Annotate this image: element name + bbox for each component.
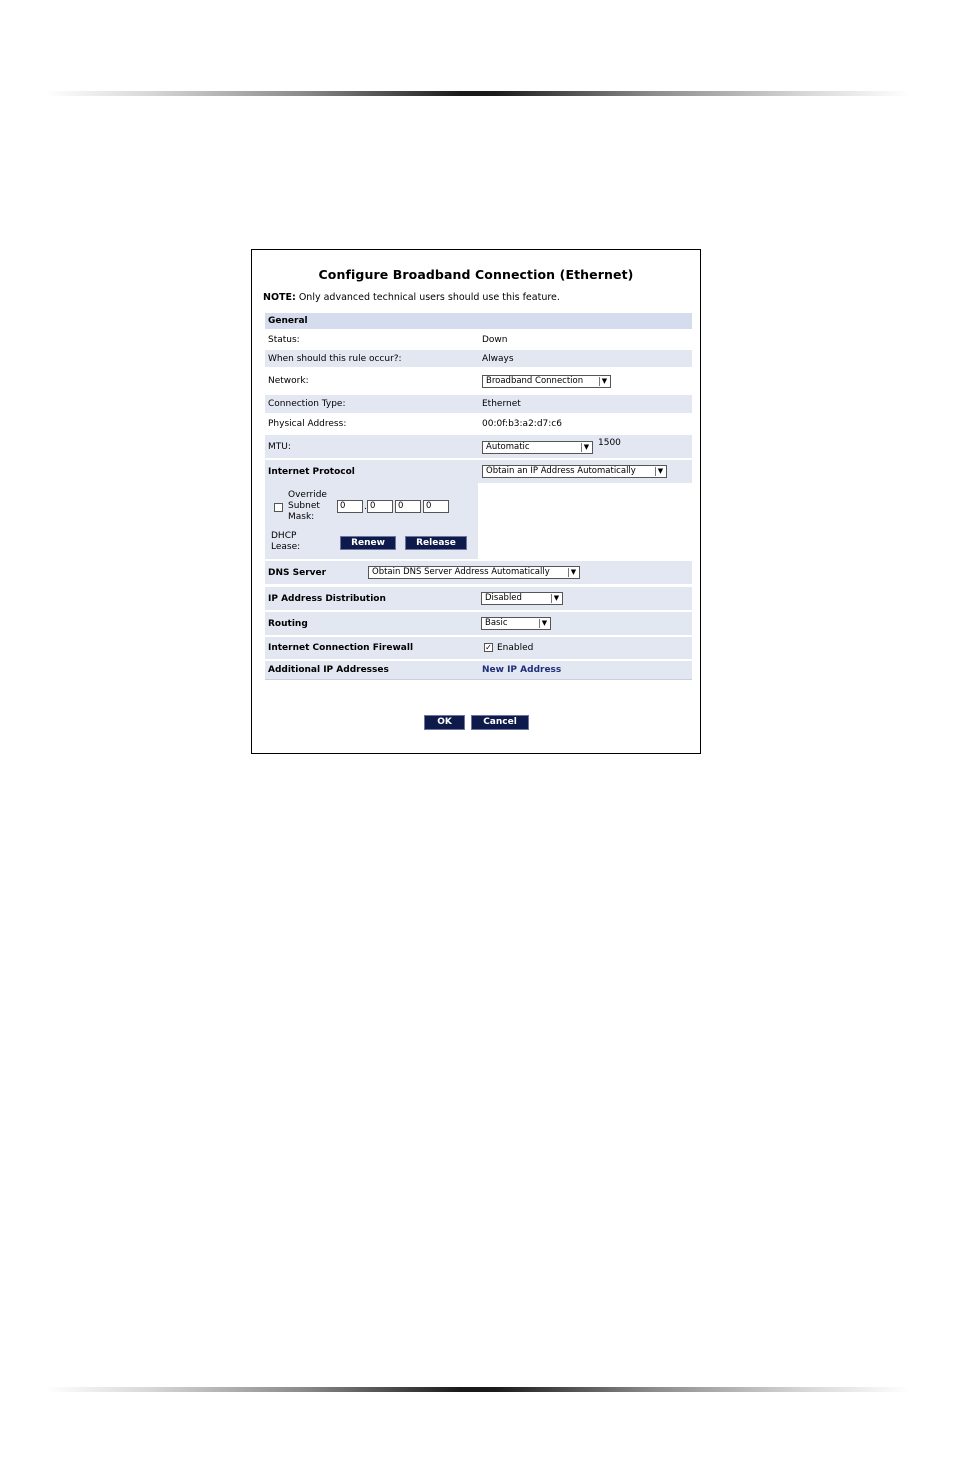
dns-server-select[interactable] bbox=[368, 566, 580, 579]
network-label: Network: bbox=[268, 376, 309, 386]
ok-button[interactable]: OK bbox=[424, 715, 465, 730]
override-subnet-label: Override Subnet Mask: bbox=[288, 490, 327, 522]
new-ip-address-link[interactable]: New IP Address bbox=[482, 665, 562, 675]
ip-distribution-label: IP Address Distribution bbox=[268, 593, 386, 604]
routing-select-value: Basic bbox=[485, 618, 508, 628]
mtu-row bbox=[265, 435, 692, 459]
firewall-label: Internet Connection Firewall bbox=[268, 643, 414, 653]
status-value: Down bbox=[482, 334, 508, 345]
note-label: NOTE: bbox=[263, 292, 296, 303]
general-heading: General bbox=[268, 316, 308, 326]
note-text bbox=[263, 292, 560, 303]
connection-type-label: Connection Type: bbox=[268, 399, 346, 409]
chevron-down-icon[interactable] bbox=[539, 619, 549, 628]
note-body: Only advanced technical users should use this feature. bbox=[295, 292, 560, 303]
mtu-select-value: Automatic bbox=[486, 442, 530, 452]
general-section-header bbox=[265, 313, 692, 330]
dialog-title: Configure Broadband Connection (Ethernet) bbox=[318, 267, 634, 282]
chevron-down-icon[interactable] bbox=[599, 377, 609, 386]
octet-separator: . bbox=[364, 502, 367, 512]
screenshot-frame bbox=[251, 249, 701, 754]
renew-button[interactable]: Renew bbox=[340, 536, 396, 550]
release-button[interactable]: Release bbox=[405, 536, 467, 550]
subnet-octet-4-input[interactable]: 0 bbox=[423, 500, 449, 513]
dns-server-row bbox=[265, 561, 692, 585]
header-rule bbox=[45, 91, 910, 96]
footer-rule bbox=[45, 1387, 910, 1392]
checkmark-icon: ✓ bbox=[485, 643, 492, 652]
additional-ip-row bbox=[265, 661, 692, 680]
chevron-down-icon[interactable] bbox=[568, 568, 578, 577]
mtu-select[interactable] bbox=[482, 441, 593, 454]
ip-distribution-row bbox=[265, 587, 692, 611]
subnet-octet-1-input[interactable]: 0 bbox=[337, 500, 363, 513]
schedule-value: Always bbox=[482, 353, 514, 364]
internet-protocol-select-value: Obtain an IP Address Automatically bbox=[486, 466, 636, 476]
additional-ip-label: Additional IP Addresses bbox=[268, 665, 389, 675]
chevron-down-icon[interactable] bbox=[581, 443, 591, 452]
subnet-octet-2-input[interactable]: 0 bbox=[367, 500, 393, 513]
dhcp-lease-label: DHCP Lease: bbox=[271, 531, 301, 552]
network-row bbox=[265, 369, 692, 394]
dns-server-label: DNS Server bbox=[268, 567, 327, 578]
override-subnet-checkbox[interactable] bbox=[274, 503, 283, 512]
ip-distribution-select[interactable] bbox=[481, 592, 563, 605]
firewall-checkbox[interactable] bbox=[484, 643, 493, 652]
network-select-value: Broadband Connection bbox=[486, 376, 584, 386]
physical-address-value: 00:0f:b3:a2:d7:c6 bbox=[482, 419, 562, 429]
schedule-row bbox=[265, 350, 692, 368]
internet-protocol-row bbox=[265, 460, 692, 483]
firewall-row bbox=[265, 637, 692, 660]
ip-distribution-select-value: Disabled bbox=[485, 593, 522, 603]
internet-protocol-label: Internet Protocol bbox=[268, 466, 355, 477]
connection-type-value: Ethernet bbox=[482, 399, 521, 409]
dns-server-select-value: Obtain DNS Server Address Automatically bbox=[372, 567, 550, 577]
subnet-octet-3-input[interactable]: 0 bbox=[395, 500, 421, 513]
network-select[interactable] bbox=[482, 375, 611, 388]
cancel-button[interactable]: Cancel bbox=[471, 715, 529, 730]
status-row bbox=[265, 331, 692, 349]
config-panel bbox=[257, 257, 695, 747]
chevron-down-icon[interactable] bbox=[551, 594, 561, 603]
schedule-label: When should this rule occur?: bbox=[268, 353, 402, 364]
firewall-checkbox-label: Enabled bbox=[497, 643, 534, 653]
routing-label: Routing bbox=[268, 618, 308, 629]
physical-address-label: Physical Address: bbox=[268, 419, 347, 429]
internet-protocol-select[interactable] bbox=[482, 465, 667, 478]
connection-type-row bbox=[265, 395, 692, 414]
routing-row bbox=[265, 612, 692, 636]
mtu-label: MTU: bbox=[268, 441, 291, 452]
chevron-down-icon[interactable] bbox=[655, 467, 665, 476]
mtu-number: 1500 bbox=[598, 438, 621, 448]
physical-address-row bbox=[265, 415, 692, 434]
routing-select[interactable] bbox=[481, 617, 551, 630]
status-label: Status: bbox=[268, 334, 300, 345]
